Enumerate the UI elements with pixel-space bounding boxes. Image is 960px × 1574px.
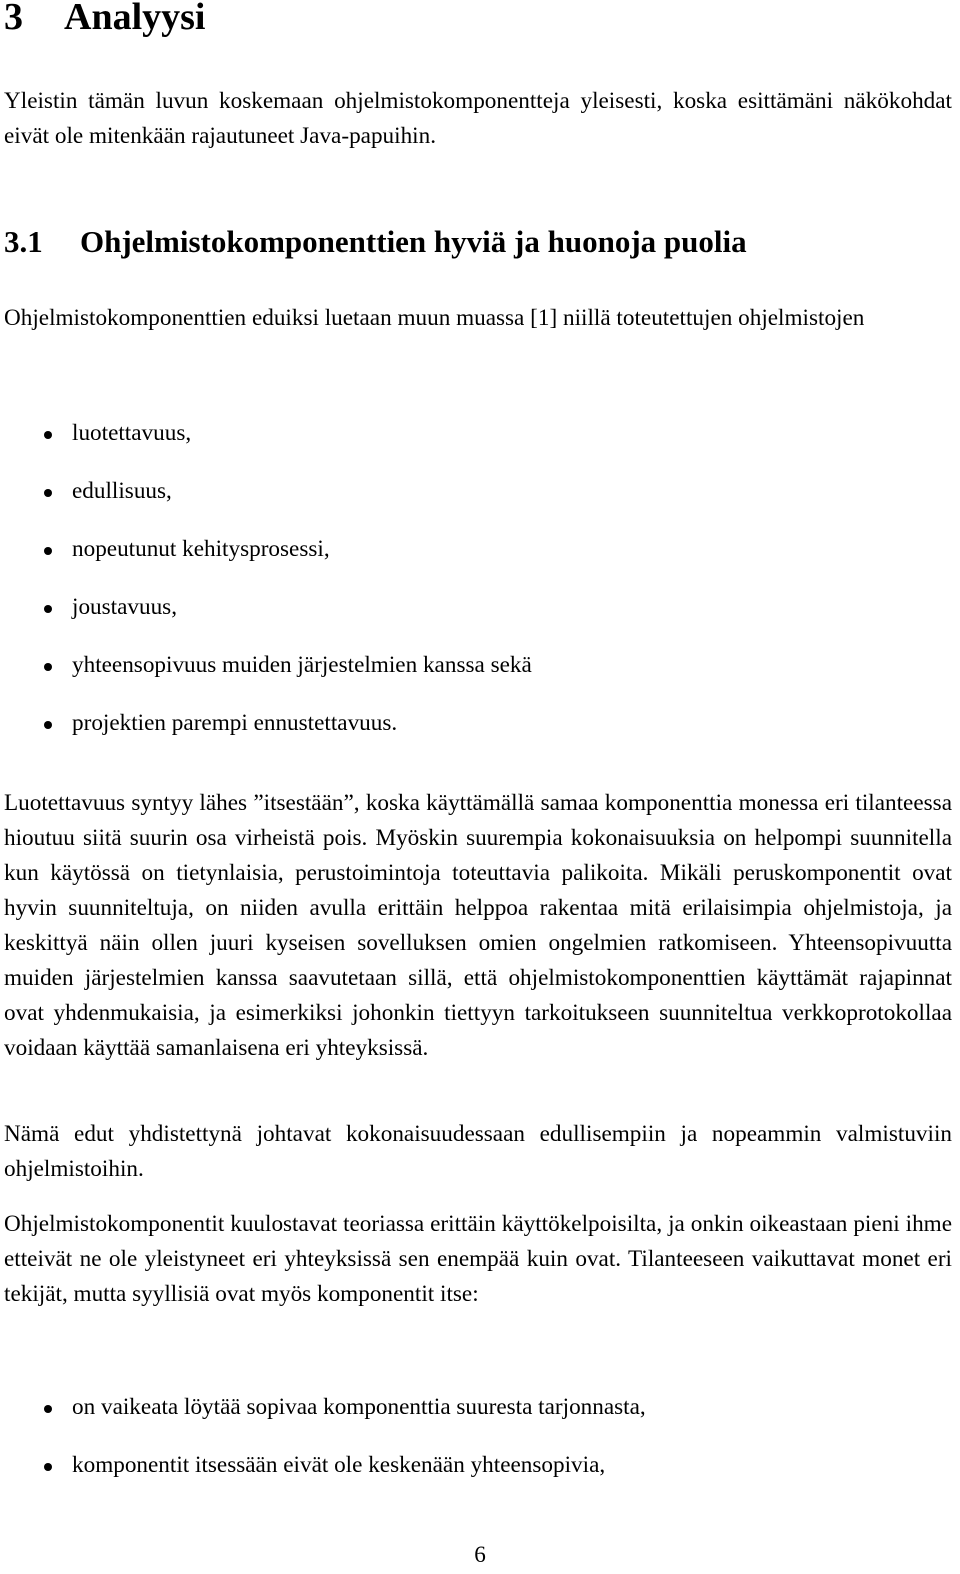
body-paragraph-drawbacks: Ohjelmistokomponentit kuulostavat teoriassa erittäin käyttökelpoisilta, ja onkin oikeastaan pieni ihme etteivät ne ole yleistyneet eri yhteyksissä sen enempää kuin ovat. Tilanteeseen vaikuttavat monet eri tekijät, mutta syyllisiä ovat myös komponentit itse: xyxy=(4,1211,952,1307)
page-number: 6 xyxy=(474,1542,486,1568)
list-item xyxy=(44,1448,944,1483)
intro-paragraph: Yleistin tämän luvun koskemaan ohjelmistokomponentteja yleisesti, koska esittämäni näkökohdat eivät ole mitenkään rajautuneet Java-papuihin. xyxy=(4,88,952,149)
list-item-text: projektien parempi ennustettavuus. xyxy=(72,710,398,736)
section-heading xyxy=(4,222,747,262)
drawbacks-list xyxy=(44,1390,944,1483)
list-item xyxy=(44,706,944,741)
list-item-text: luotettavuus, xyxy=(72,420,192,446)
bullet-icon xyxy=(44,489,52,497)
list-item-text: yhteensopivuus muiden järjestelmien kanssa sekä xyxy=(72,652,532,678)
bullet-icon xyxy=(44,547,52,555)
lead-paragraph: Ohjelmistokomponenttien eduiksi luetaan muun muassa [1] niillä toteutettujen ohjelmistojen xyxy=(4,305,865,331)
bullet-icon xyxy=(44,605,52,613)
chapter-heading xyxy=(4,0,205,40)
list-item-text: nopeutunut kehitysprosessi, xyxy=(72,536,330,562)
bullet-icon xyxy=(44,1463,52,1471)
list-item xyxy=(44,416,944,451)
body-paragraph-benefits: Nämä edut yhdistettynä johtavat kokonaisuudessaan edullisempiin ja nopeammin valmistuviin ohjelmistoihin. xyxy=(4,1121,952,1182)
list-item xyxy=(44,648,944,683)
list-item xyxy=(44,1390,944,1425)
list-item-text: komponentit itsessään eivät ole keskenään yhteensopivia, xyxy=(72,1452,606,1478)
section-title: Ohjelmistokomponenttien hyviä ja huonoja puolia xyxy=(80,224,747,259)
list-item-text: joustavuus, xyxy=(72,594,177,620)
bullet-icon xyxy=(44,663,52,671)
bullet-icon xyxy=(44,1405,52,1413)
bullet-icon xyxy=(44,721,52,729)
list-item xyxy=(44,590,944,625)
list-item-text: on vaikeata löytää sopivaa komponenttia suuresta tarjonnasta, xyxy=(72,1394,646,1420)
section-number: 3.1 xyxy=(4,224,43,259)
list-item-text: edullisuus, xyxy=(72,478,172,504)
list-item xyxy=(44,532,944,567)
body-paragraph-reliability: Luotettavuus syntyy lähes ”itsestään”, koska käyttämällä samaa komponenttia monessa eri tilanteessa hioutuu siitä suurin osa virheistä pois. Myöskin suurempia kokonaisuuksia on helpompi suunnitella kun käytössä on tietynlaisia, perustoimintoja toteuttavia palikoita. Mikäli peruskomponentit ovat hyvin suunniteltuja, on niiden avulla erittäin helppoa rakentaa mitä erilaisimpia ohjelmistoja, ja keskittyä näin ollen juuri kyseisen sovelluksen omien ongelmien ratkomiseen. Yhteensopivuutta muiden järjestelmien kanssa saavutetaan sillä, että ohjelmistokomponenttien käyttämät rajapinnat ovat yhdenmukaisia, ja esimerkiksi johonkin tiettyyn tarkoitukseen suunniteltua verkkoprotokollaa voidaan käyttää samanlaisena eri yhteyksissä. xyxy=(4,790,952,1061)
list-item xyxy=(44,474,944,509)
advantages-list xyxy=(44,416,944,741)
chapter-title: Analyysi xyxy=(64,0,206,38)
bullet-icon xyxy=(44,431,52,439)
chapter-number: 3 xyxy=(4,0,23,38)
